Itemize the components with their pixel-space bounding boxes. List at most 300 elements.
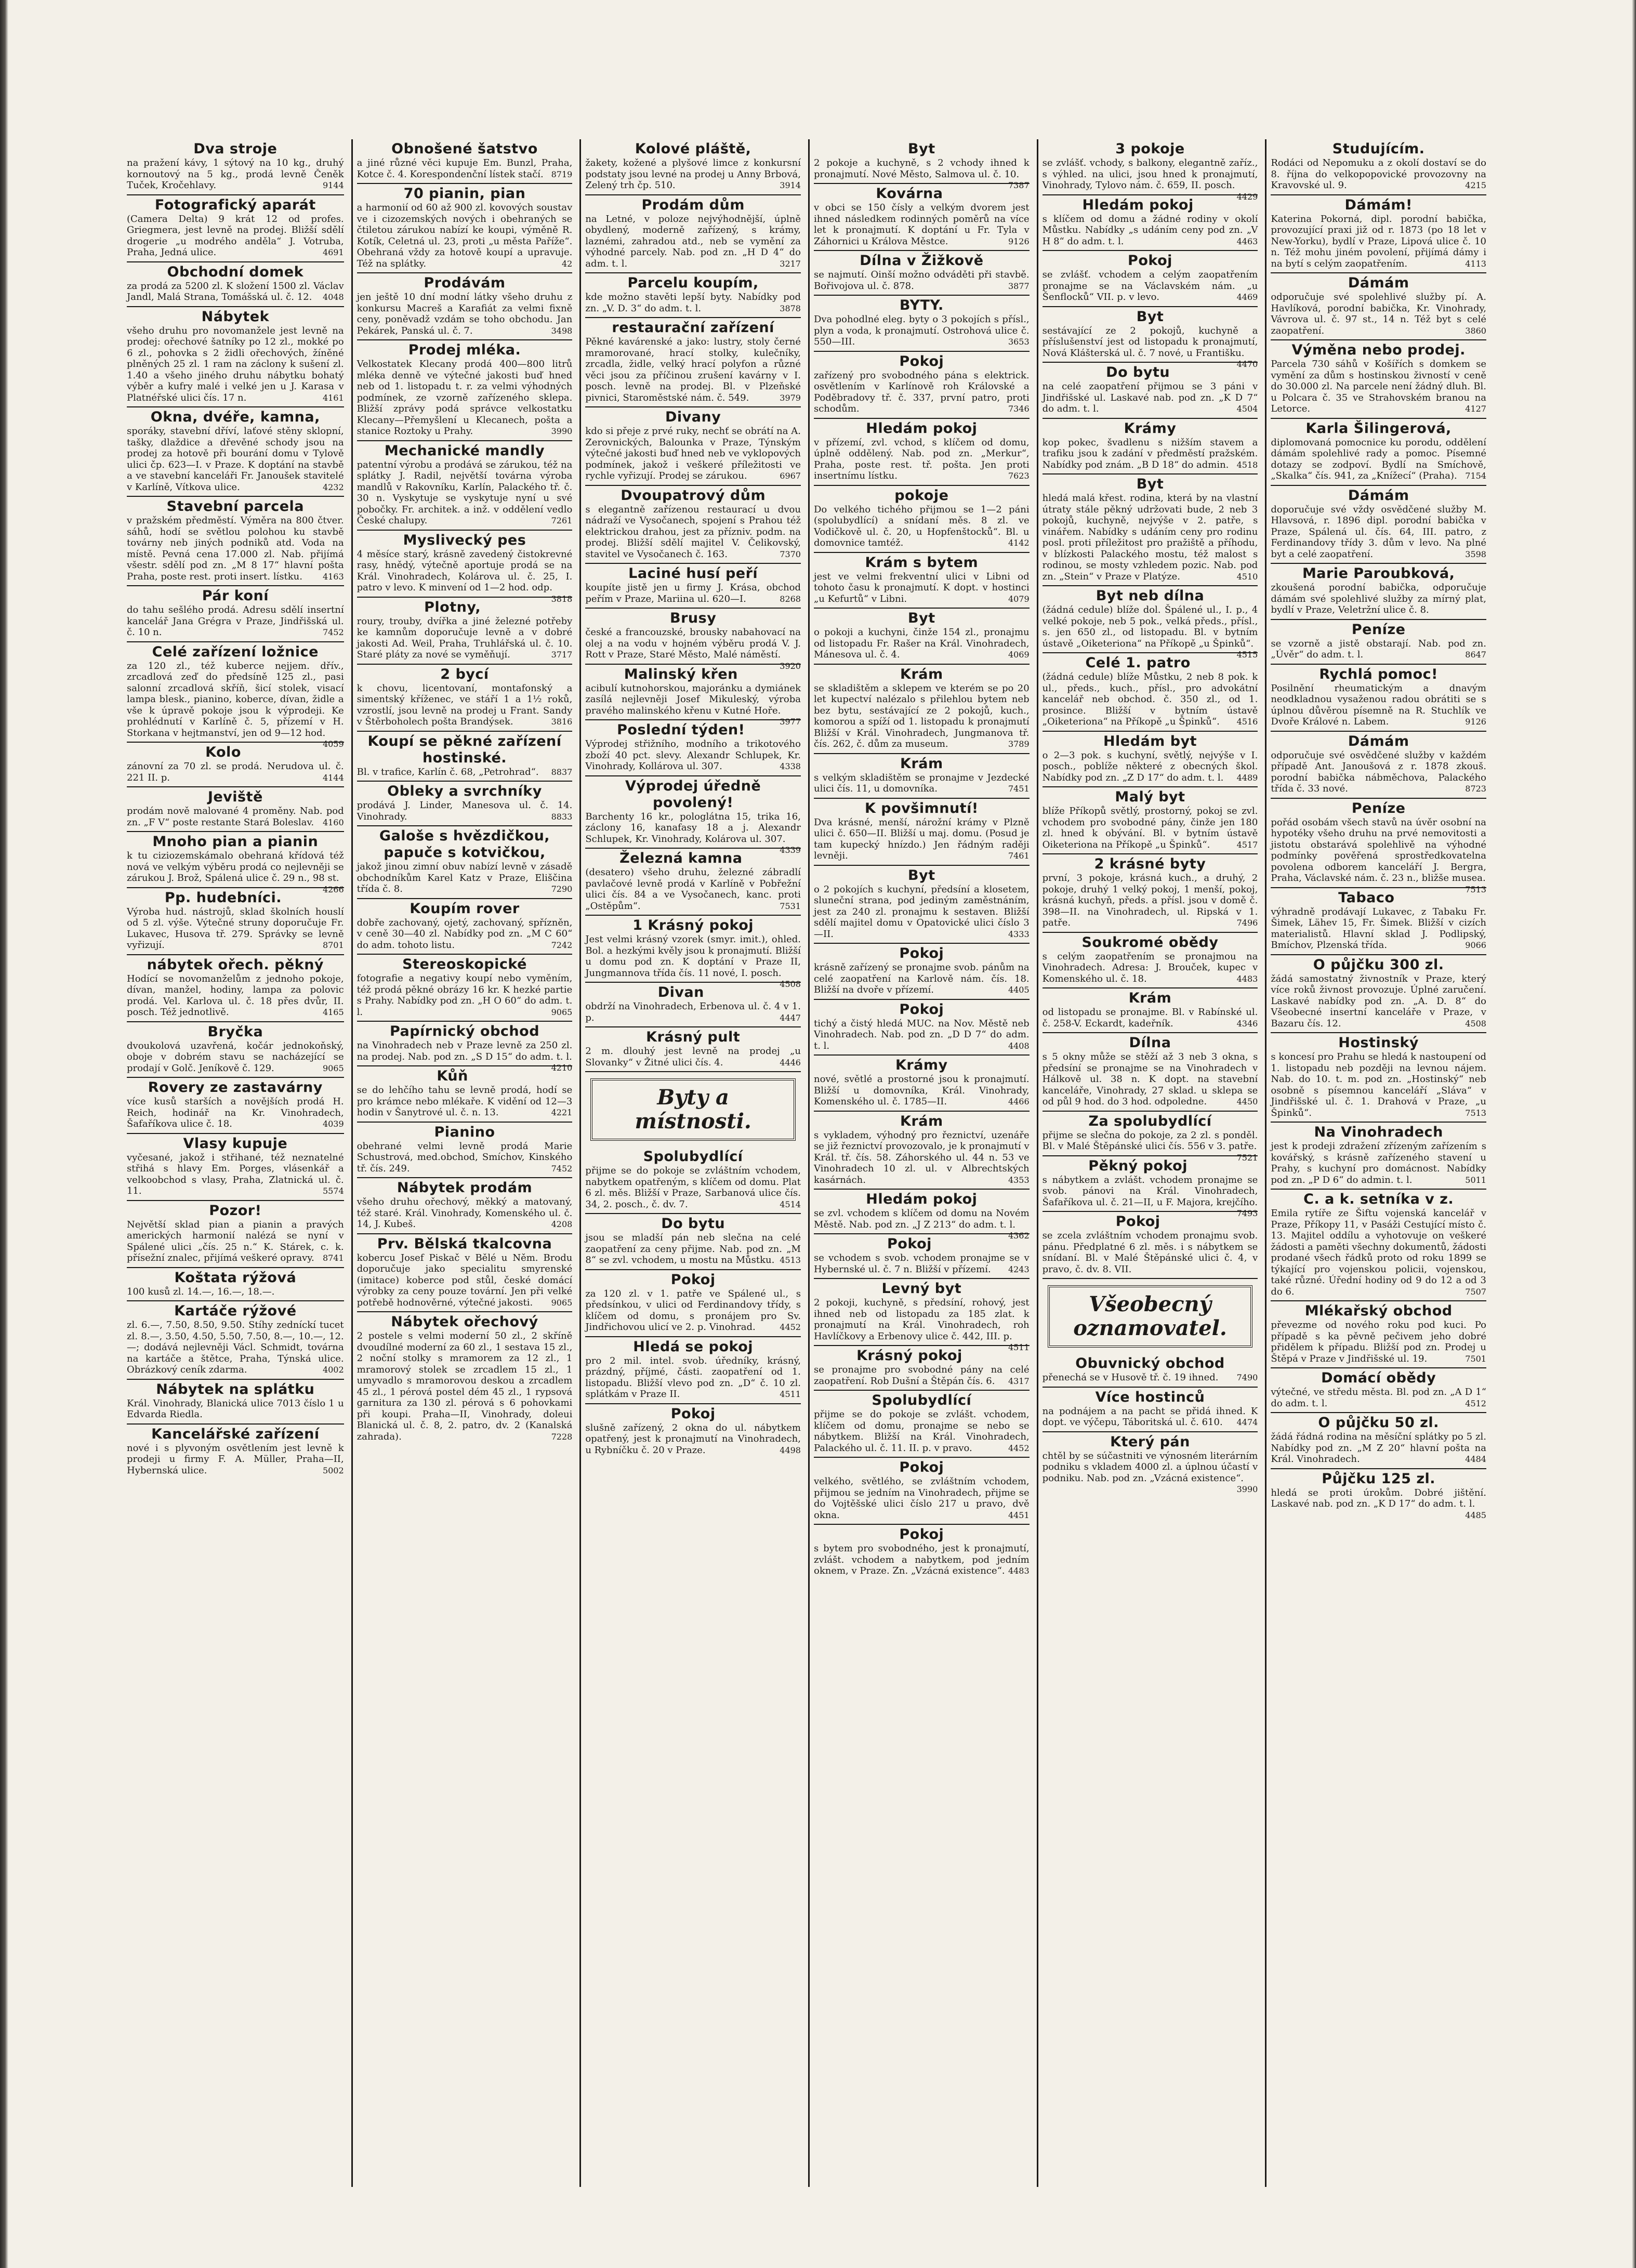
ad-text (127, 973, 344, 1018)
classified-ad (585, 1337, 801, 1404)
ad-number: 7242 (551, 940, 573, 950)
ad-text (814, 1252, 1030, 1275)
ad-number: 4485 (1465, 1510, 1486, 1520)
ad-text (357, 292, 573, 336)
ad-heading: Brusy (670, 610, 717, 626)
classified-ad (1271, 1301, 1486, 1368)
ad-text (357, 767, 573, 778)
ad-number: 4451 (1008, 1510, 1030, 1520)
ad-heading: Mlékařský obchod (1304, 1303, 1453, 1319)
classified-ad (357, 1066, 573, 1123)
ad-body-text: výhradně prodávají Lukavec, z Tabaku Fr. Šimek, Lähev 15, Fr. Šimek. Bližší v cizích materialistů. Hlavní sklad J. Podlipský, Bmíchov, Plzenská třída. (1271, 906, 1486, 951)
classified-ad (357, 899, 573, 955)
ad-text (1271, 359, 1486, 415)
ad-text (357, 1040, 573, 1073)
classified-ad (585, 318, 801, 407)
ad-heading: Laciné husí peří (628, 565, 758, 582)
classified-ad (1271, 888, 1486, 955)
ad-heading: Obchodní domek (167, 263, 304, 280)
ad-number: 4346 (1236, 1018, 1258, 1028)
classified-ad (585, 139, 801, 195)
ad-text (1043, 437, 1258, 471)
ad-text (813, 1297, 1030, 1352)
ad-heading: Divan (657, 984, 704, 1000)
classified-ad (357, 531, 573, 604)
ad-text (1043, 806, 1258, 850)
ad-text (127, 1219, 344, 1264)
ad-body-text: s bytem pro svobodného, jest k pronajmutí, zvlášt. vchodem a nabytkem, pod jedním oknem, v Praze. Zn. „Vzácná existence“. (813, 1543, 1030, 1576)
ad-number: 7452 (322, 627, 344, 637)
ad-heading: Nábytek prodám (397, 1180, 533, 1196)
classified-ad (127, 307, 344, 408)
ad-body-text: s vykladem, výhodný pro řeznictví, uzenáře se již řeznictví provozovalo, je k pronajmutí v Král. tř. čís. 58. Záhorského ul. 44 n. 53 ve Vinohradech 10 zl. ul. v Albrechtských kasárnách. (813, 1129, 1030, 1185)
ad-body-text: velkého, světlého, se zvláštním vchodem, přijmou se jedním na Vinohradech, přijme se do Vojtěšské ulici číslo 217 u pravo, dvě okna. (813, 1476, 1030, 1521)
ad-number: 4002 (322, 1365, 344, 1375)
ad-number: 4474 (1236, 1417, 1258, 1427)
ad-heading: Nábytek ořechový (391, 1314, 538, 1330)
ad-number: 4463 (1236, 236, 1258, 246)
ad-body-text: blíže Příkopů světlý, prostorný, pokoj se zvl. vchodem pro svobodné pány, činže jen 180 zl. hned k obývání. Bl. v bytním ústavě Oiketeriona na Příkopě „u Špinků“. (1042, 806, 1258, 850)
classified-ad (357, 340, 573, 441)
ad-text (127, 426, 344, 493)
ad-heading: Dílna v Žižkově (860, 253, 984, 269)
classified-ad (127, 1134, 344, 1201)
ad-heading: Pokoj (899, 1001, 944, 1018)
ad-heading: Myslivecký pes (403, 532, 526, 548)
classified-ad (1043, 1212, 1258, 1279)
ad-number: 4452 (780, 1322, 801, 1332)
ad-heading: Malinský křen (624, 666, 738, 682)
ad-number: 7370 (780, 549, 801, 559)
ad-number: 4511 (1008, 1342, 1030, 1352)
classified-ad (1042, 1156, 1258, 1218)
ad-body-text: nové, světlé a prostorné jsou k pronajmutí. Bližší u domovníka, Král. Vinohrady, Komenského ul. č. 1785—II. (813, 1074, 1030, 1107)
ad-text (1271, 1387, 1486, 1409)
classified-ad (814, 866, 1030, 944)
ad-heading: Pokoj (1115, 1214, 1160, 1230)
classified-ad (127, 832, 344, 894)
ad-number: 4447 (780, 1012, 801, 1023)
classified-ad (1043, 732, 1258, 788)
ad-text (814, 202, 1030, 247)
ad-number: 3914 (780, 180, 801, 190)
ad-heading: Krám (900, 666, 943, 682)
ad-heading: Dvoupatrový dům (621, 487, 766, 504)
ad-number: 8647 (1465, 650, 1486, 660)
ad-body-text: prodám nově malované 4 proměny. Nab. pod zn. „F V“ poste restante Stará Boleslav. (127, 806, 344, 828)
ad-heading: Peníze (1351, 800, 1406, 816)
classified-ad (127, 1301, 344, 1380)
ad-body-text: za 120 zl., též kuberce nejjem. dřív., zrcadlová zeď do předsíně 125 zl., pasi salonní zrcadlová skříň, šicí stolek, visací lampa blesk., pianino, koberce, dívan, židle a vše k úpravě pokoje jsou k výprodeji. Ke prohlédnutí v Karlíně č. 5, přízemí v H. Storkana v hejtmanství, jen od 9—12 hod. (127, 660, 344, 739)
classified-ad (127, 787, 344, 832)
ad-number: 3816 (551, 717, 573, 727)
classified-ad (1043, 988, 1258, 1033)
ad-text (1042, 325, 1258, 369)
classified-ad (127, 743, 344, 787)
ad-body-text: o pokoji a kuchyni, činže 154 zl., pronajmu od listopadu Fr. Rašer na Král. Vinohradech, Mánesova ul. č. 4. (813, 627, 1030, 660)
classified-ad (585, 1270, 801, 1337)
ad-heading: Krásný pokoj (856, 1348, 962, 1364)
ad-heading: Obnošené šatstvo (391, 141, 538, 157)
ad-body-text: na Letné, v poloze nejvýhodnější, úplně obydlený, moderně zařízený, s krámy, laznémi, zahradou atd., neb se vymění za výhodné parcely. Nab. pod zn. „H D 4“ do adm. t. l. (585, 213, 801, 269)
ad-body-text: 2 pokoje a kuchyně, s 2 vchody ihned k pronajmutí. Nové Město, Salmova ul. č. 10. (813, 157, 1030, 180)
ad-text (814, 1018, 1030, 1052)
ad-number: 3990 (551, 426, 573, 436)
ad-text (814, 884, 1030, 940)
ad-text (1043, 493, 1258, 582)
classified-ad (1271, 139, 1486, 195)
ad-body-text: Emila rytíře ze Šiftu vojenská kancelář v Praze, Příkopy 11, v Pasáži Cestující místo č. 13. Majitel oddílu a vyhotovuje on veškeré žádosti a paměti všechny dokumentů, žádosti prodané všech řádků proto od roku 1899 se týkající pro vojenskou policii, vojenskou, také různé. Úřední hodiny od 9 do 12 a od 3 do 6. (1271, 1208, 1486, 1297)
ad-heading: Okna, dvéře, kamna, (150, 409, 320, 425)
ad-number: 4516 (1236, 717, 1258, 727)
ad-heading: Divany (665, 409, 721, 425)
classified-ad (814, 553, 1030, 609)
classified-ad (1043, 933, 1258, 989)
ad-body-text: Bl. v trafice, Karlín č. 68, „Petrohrad“. (357, 766, 539, 777)
classified-ad (127, 642, 344, 749)
ad-number: 7346 (1008, 404, 1030, 414)
ad-heading: Pokoj (899, 1526, 944, 1542)
ad-number: 4508 (1465, 1018, 1486, 1028)
classified-ad (585, 1214, 801, 1270)
ad-number: 3977 (780, 717, 801, 727)
classified-ad (585, 564, 801, 609)
ad-number: 4163 (322, 571, 344, 582)
ad-number: 4518 (1236, 459, 1258, 470)
classified-ad (1271, 799, 1486, 894)
ad-body-text: jest ve velmi frekventní ulici v Libni od tohoto času k pronajmutí. K dopt. v hostinci „u Kefurtů“ v Libni. (813, 571, 1030, 604)
ad-heading: 2 bycí (440, 666, 489, 682)
ad-text (357, 1196, 573, 1230)
ad-body-text: o 2—3 pok. s kuchyní, světlý, nejvýše v I. posch., poblíže některé z obecných škol. Nabídky pod zn. „Z D 17“ do adm. t. l. (1042, 749, 1258, 783)
ad-column-3 (579, 139, 804, 2187)
classified-ad (357, 1234, 573, 1313)
ad-body-text: odporučuje své spolehlivé služby pí. A. Havlíková, porodní babička, Kr. Vinohrady, Vávrova ul. č. 97 st., 14 n. Též byt s celé zaopatření. (1271, 292, 1486, 336)
ad-body-text: o 2 pokojích s kuchyní, předsíní a klosetem, sluneční strana, pod jediným zaměstnáním, jest za 240 zl. pronajmu k sestaven. Bližší sdělí majitel domu v Opatovické ulici číslo 3—II. (813, 884, 1030, 940)
ad-number: 3878 (780, 303, 801, 313)
ad-number: 4450 (1236, 1097, 1258, 1106)
classified-ad (1042, 1432, 1258, 1494)
ad-text (127, 281, 344, 303)
ad-number: 7451 (1008, 784, 1030, 794)
ad-heading: Spolubydlící (643, 1149, 743, 1165)
ad-column-2 (351, 139, 576, 2187)
ad-body-text: patentní výrobu a prodává se zárukou, též na splátky J. Radil, největší továrna výroba mandlů v Rakovníku, Karlín, Palackého tř. č. 30 n. Vyskytuje se vyskytuje nyní u své pobočky. Fr. architek. a inž. v oddělení vedlo České chalupy. (357, 459, 573, 526)
ad-number: 3217 (780, 258, 801, 269)
ad-heading: K povšimnutí! (864, 800, 979, 816)
ad-text (357, 800, 573, 822)
ad-body-text: se zvlášť. vchodem a celým zaopatřením pronajme se na Václavském nám. „u Šenflocků“ VII. p. v levo. (1042, 269, 1258, 302)
ad-text (814, 437, 1030, 482)
ad-text (585, 811, 801, 855)
ad-text (1043, 269, 1258, 303)
ad-number: 9065 (322, 1063, 344, 1073)
classified-ad (127, 1380, 344, 1425)
ad-text (1271, 1051, 1486, 1118)
ad-number: 4215 (1465, 180, 1486, 190)
classified-ad (585, 776, 801, 855)
ad-number: 3653 (1008, 337, 1030, 347)
ad-body-text: v obci se 150 čísly a velkým dvorem jest ihned následkem rodinných poměrů na více let k pronajmutí. K doptání u Fr. Tyla v Záhornici u Králova Městce. (813, 202, 1030, 247)
ad-number: 42 (561, 258, 573, 269)
classified-ad (1271, 1368, 1486, 1413)
ad-text (127, 1398, 344, 1420)
classified-ad (813, 139, 1030, 190)
ad-body-text: výtečné, ve středu města. Bl. pod zn. „A D 1“ do adm. t. l. (1271, 1387, 1486, 1409)
ad-text (357, 459, 573, 526)
classified-ad (1271, 419, 1486, 486)
ad-text (1043, 1051, 1258, 1107)
ad-heading: 1 Krásný pokoj (632, 917, 754, 933)
ad-number: 7531 (780, 901, 801, 911)
ad-body-text: Největší sklad pian a pianin a pravých amerických harmonií nalézá se nyní v Spálené ulici „čís. 25 n.“ K. Stárek, c. k. přísežní znalec, přijímá veškeré opravy. (127, 1219, 344, 1263)
ad-heading: Byt neb dílna (1096, 588, 1205, 604)
ad-text (1271, 1208, 1486, 1297)
ad-column-1 (123, 139, 347, 2187)
ad-heading: Pp. hudebníci. (164, 889, 282, 906)
ad-text (814, 772, 1030, 795)
classified-ad (357, 955, 573, 1022)
ad-body-text: fotografie a negativy koupí nebo vyměním, též prodá pěkné obrázy 16 kr. K hezké partie s Prahy. Nabídky pod zn. „H O 60“ do adm. t. l. (357, 973, 573, 1018)
ad-body-text: zkoušená porodní babička, odporučuje dámám své spolehlivé služby za mírný plat, bydlí v Praze, Veletržní ulice č. 8. (1271, 582, 1486, 615)
ad-number: 4338 (780, 761, 801, 771)
ad-text (585, 582, 801, 604)
ad-text (1042, 157, 1258, 202)
ad-heading: 70 pianin, pian (403, 186, 526, 202)
ad-text (127, 515, 344, 582)
ad-body-text: na pražení kávy, 1 sýtový na 10 kg., druhý kornoutový na 5 kg., prodá levně Čeněk Tuček, Kročehlavy. (127, 157, 344, 191)
ad-body-text: s elegantně zařízenou restaurací u dvou nádraží ve Vysočanech, spojení s Prahou též elektrickou drahou, jest za přízniv. podm. na prodej. Bližší sdělí majitel V. Čelikovský, stavitel ve Vysočanech č. 163. (585, 504, 801, 560)
ad-text (1043, 1007, 1258, 1029)
classified-ad (127, 1425, 344, 1480)
classified-ad (357, 1178, 573, 1234)
ad-body-text: s nábytkem a zvlášt. vchodem pronajme se svob. pánovi na Král. Vinohradech, Šafaříkova ul. č. 21—II, u F. Majora, krejčího. (1042, 1174, 1258, 1208)
ad-column-6 (1265, 139, 1489, 2187)
ad-heading: Koupím rover (410, 900, 520, 917)
classified-ad (585, 273, 801, 318)
ad-heading: Byt (1136, 308, 1164, 325)
ad-text (1042, 1129, 1258, 1163)
ad-heading: Celé 1. patro (1085, 655, 1191, 671)
ad-number: 5574 (322, 1186, 344, 1196)
ad-number: 3860 (1465, 325, 1486, 336)
ad-body-text: přijme se slečna do pokoje, za 2 zl. s ponděl. Bl. v Malé Štěpánské ulici čís. 556 v 3. patře. (1042, 1129, 1258, 1152)
ad-text (814, 314, 1030, 348)
ad-text (1271, 292, 1486, 336)
classified-ad (1271, 486, 1486, 564)
ad-text (127, 1040, 344, 1074)
classified-ad (814, 609, 1030, 665)
ad-heading: Koštata rýžová (174, 1269, 297, 1286)
ad-body-text: se zvlášť. vchody, s balkony, elegantně zaříz., s výhled. na ulici, jsou hned k pronajmutí, Vinohrady, Tylovo nám. č. 659, II. posch. (1042, 157, 1258, 191)
classified-ad (1271, 564, 1486, 620)
ad-body-text: se vchodem s svob. vchodem pronajme se v Hybernské ul. č. 7 n. Bližší v přízemí. (813, 1252, 1030, 1275)
ad-body-text: (Camera Delta) 9 krát 12 od profes. Griegmera, jest levně na prodej. Bližší sdělí drogerie „u modrého anděla“ J. Votruba, Praha, Jedná ulice. (127, 213, 344, 258)
ad-heading: Peníze (1351, 621, 1406, 638)
ad-number: 4469 (1236, 292, 1258, 302)
ad-text (1271, 1320, 1486, 1364)
ad-text (585, 1232, 801, 1266)
classified-ad (814, 296, 1030, 352)
ad-body-text: vyčesané, jakož i střihané, též neznatelné střihá s hlavy Em. Porges, vlásenkář a velkoobchod s vlasy, Praha, Zlatnická ul. č. 11. (127, 1152, 344, 1196)
ad-text (1271, 214, 1486, 270)
ad-number: 7513 (1465, 1107, 1486, 1118)
ad-number: 9126 (1008, 236, 1030, 246)
ad-number: 4483 (1236, 973, 1258, 984)
classified-ad (1271, 1190, 1486, 1301)
ad-number: 4508 (780, 979, 801, 989)
ad-text (585, 1422, 801, 1456)
classified-ad (357, 139, 573, 184)
classified-ad (1043, 251, 1258, 307)
ad-number: 4333 (1008, 929, 1030, 939)
ad-heading: Malý byt (1115, 789, 1185, 805)
ad-number: 4353 (1008, 1175, 1030, 1185)
ad-heading: Krásný pult (646, 1029, 741, 1045)
classified-ad (1043, 419, 1258, 475)
classified-ad (1043, 854, 1258, 933)
ad-body-text: pro 2 mil. intel. svob. úředníky, krásný, prázdný, příjmé, části. zaopatření od 1. listopadu. Bližší vlevo pod zn. „D“ č. 10 zl. splátkám v Praze II. (585, 1355, 801, 1400)
ad-body-text: všeho druhu ořechový, měkký a matovaný, též staré. Král. Vinohrady, Komenského ul. č. 14, J. Kubeš. (357, 1196, 573, 1230)
ad-text (1271, 437, 1486, 482)
ad-number: 7507 (1465, 1286, 1486, 1297)
scan-edge-left (0, 0, 8, 2268)
ad-body-text: krásně zařízený se pronajme svob. pánům na celé zaopatření na Karlově nám. čís. 18. Bližší na dvoře v přízemí. (813, 962, 1030, 995)
ad-text (1271, 750, 1486, 795)
ad-heading: Karla Šilingerová, (1305, 420, 1452, 437)
classified-ad (814, 1112, 1030, 1190)
ad-body-text: v přízemí, zvl. vchod, s klíčem od domu, úplně oddělený. Nab. pod zn. „Merkur“, Praha, poste rest. tř. pošta. Jen proti insertnímu lístku. (813, 437, 1030, 481)
classified-ad (585, 849, 801, 916)
classified-ad (814, 251, 1030, 296)
ad-body-text: se najmutí. Oinší možno odváděti při stavbě. Bořivojova ul. č. 878. (813, 269, 1030, 292)
ad-heading: Dílna (1129, 1035, 1171, 1051)
classified-ad (814, 1234, 1030, 1279)
ad-heading: Stavební parcela (166, 498, 304, 515)
ad-body-text: s celým zaopatřením se pronajmou na Vinohradech. Adresa: J. Brouček, kupec v Komenského ul. č. 18. (1042, 951, 1258, 984)
ad-text (1271, 683, 1486, 728)
ad-heading: Rychlá pomoc! (1319, 666, 1438, 682)
ad-text (1271, 973, 1486, 1030)
ad-heading: Krámy (1124, 420, 1177, 437)
ad-number: 3920 (780, 661, 801, 671)
classified-ad (357, 1312, 573, 1445)
classified-ad (813, 1190, 1030, 1241)
ad-number: 4165 (322, 1007, 344, 1017)
ad-text (357, 202, 573, 269)
ad-heading: Dámám! (1344, 196, 1413, 213)
ad-body-text: přijme se do pokoje se zvláštním vchodem, nabytkem opatřeným, s klíčem od domu. Plat 6 zl. měs. Bližší v Praze, Sarbanová ulice čís. 34, 2. posch., č. dv. 7. (585, 1165, 801, 1210)
ad-text (1271, 504, 1486, 560)
ad-body-text: na celé zaopatření přijmou se 3 páni v Jindřišské ul. Laskavé nab. pod zn. „K D 7“ do adm. t. l. (1042, 381, 1258, 414)
ad-body-text: žakety, kožené a plyšové limce z konkursní podstaty jsou levné na prodej u Anny Brbová, Zelený trh čp. 510. (585, 157, 801, 191)
ad-text (814, 1364, 1030, 1387)
ad-heading: Pianino (434, 1124, 495, 1140)
classified-ad (357, 441, 573, 531)
ad-body-text: žádá řádná rodina na měsíční splátky po 5 zl. Nabídky pod zn. „M Z 20“ hlavní pošta na Král. Vinohradech. (1271, 1431, 1486, 1465)
ad-heading: O půjčku 50 zl. (1318, 1415, 1439, 1431)
ad-number: 9065 (551, 1007, 573, 1017)
ad-body-text: od listopadu se pronajme. Bl. v Rabínské ul. č. 258-V. Eckardt, kadeřník. (1042, 1007, 1258, 1029)
ad-number: 9144 (322, 180, 344, 190)
ad-body-text: acibulí kutnohorskou, majoránku a dymiánek zasílá nejlevněji Josef Mikuleský, výroba pravého malinského křenu v Kutné Hoře. (585, 682, 801, 716)
ad-text (585, 739, 801, 772)
ad-heading: Prodávám (424, 275, 506, 291)
ad-heading: Byt (908, 141, 935, 157)
ad-text (357, 683, 573, 728)
ad-heading: C. a k. setníka v z. (1303, 1191, 1454, 1207)
ad-number: 4079 (1008, 594, 1030, 604)
classified-ad (585, 665, 801, 727)
classified-ad (357, 665, 573, 732)
ad-text (127, 214, 344, 258)
classified-ad (1271, 665, 1486, 732)
classified-ad (1271, 273, 1486, 340)
ad-text (585, 336, 801, 403)
ad-body-text: (žádná cedule) blíže dol. Špálené ul., I. p., 4 velké pokoje, neb 5 pok., velká předs., přísl., s. jen 650 zl., od listopadu. Bl. v bytním ústavě „Oiketeriona“ na Příkopě „u Špinků“. (1042, 604, 1258, 649)
classified-ad (1271, 1413, 1486, 1469)
ad-text (1271, 1487, 1486, 1520)
ad-body-text: kdo si přeje z prvé ruky, nechť se obrátí na A. Zerovnických, Balounka v Praze, Týnským výtečné jakosti buď hned neb ve vyklopových podmínek, jakož i veškeré příležitosti ve rychle vyřizují. Prodej se zárukou. (585, 426, 801, 481)
ad-heading: Vlasy kupuje (183, 1135, 288, 1152)
ad-text (1042, 604, 1258, 660)
ad-body-text: Dva krásné, menší, nárožní krámy v Plzně ulici č. 650—II. Bližší u maj. domu. (Posud je tam kupecký hnízdo.) Jen řádným raději levněji. (813, 816, 1030, 861)
classified-ad (1271, 1469, 1486, 1520)
ad-text (585, 1355, 801, 1400)
ad-heading: Prodám dům (641, 196, 745, 213)
ad-text (357, 616, 573, 661)
classified-ad (1042, 139, 1258, 202)
ad-body-text: všeho druhu pro novomanžele jest levně na prodej: ořechové šatníky po 12 zl., mokké po 6 zl., pohovka s 2 židli ořechových, žíněné plněných 25 zl. 1 ram na záclony k sušení zl. 1.40 a všeho jiného druhu nábytku bohatý výběr a kufry malé i velké jen u J. Karasa v Platnéřské ulici čís. 17 n. (127, 325, 344, 403)
ad-heading: Kolo (205, 744, 241, 760)
ad-body-text: Výroba hud. nástrojů, sklad školních houslí od 5 zl. výše. Výtečné struny doporučuje Fr. Lukavec, Husova tř. 279. Správky se levně vyřizují. (127, 906, 344, 951)
ad-heading: nábytek ořech. pěkný (147, 956, 324, 973)
classified-ad (1271, 955, 1486, 1034)
ad-heading: Byt (1136, 476, 1164, 492)
classified-ad (127, 1201, 344, 1268)
ad-text (814, 817, 1030, 862)
ad-number: 4408 (1008, 1040, 1030, 1051)
ad-body-text: žádá samostatný živnostník v Praze, který více roků živnost provozuje. Úplné zaručení. Laskavé nabídky pod zn. „A. D. 8“ do Všeobecné insertní kanceláře v Praze, v Bazaru čís. 12. (1271, 973, 1486, 1029)
ad-body-text: a harmonií od 60 až 900 zl. kovových soustav ve i cizozemských nových i obehraných se čtiletou zárukou nabízí ke koupi, výměně R. Kotík, Celetná ul. 23, proti „u města Paříže“. Obehraná vždy za hotově koupí a upravuje. Též na splátky. (357, 202, 573, 269)
ad-number: 4498 (780, 1445, 801, 1455)
ad-number: 4221 (551, 1107, 573, 1117)
ad-number: 4429 (1236, 191, 1258, 202)
ad-number: 8723 (1465, 784, 1486, 794)
ad-heading: Marie Paroubková, (1302, 565, 1455, 582)
classified-ad (814, 352, 1030, 419)
ad-text (814, 504, 1030, 549)
ad-number: 3979 (780, 392, 801, 403)
ad-text (1043, 214, 1258, 247)
ad-body-text: Rodáci od Nepomuku a z okolí dostaví se do 8. října do velkopopovické provozovny na Kravovské ul. 9. (1271, 157, 1486, 191)
ad-text (127, 660, 344, 749)
ad-number: 9065 (551, 1297, 573, 1308)
classified-ad (1043, 363, 1258, 419)
ad-body-text: v pražském předměstí. Výměra na 800 čtver. sáhů, hodí se světlou polohou ku stavbě továrny neb jiných podniků atd. Voda na místě. Pevná cena 17.000 zl. Nab. přijímá všestr. sdělí pod zn. „M 8 17“ hlavní pošta Praha, poste rest. proti insert. lístku. (127, 515, 344, 582)
ad-heading: Nábytek na splátku (156, 1381, 315, 1397)
ad-body-text: se zvl. vchodem s klíčem od domu na Novém Městě. Nab. pod zn. „J Z 213“ do adm. t. l. (813, 1208, 1030, 1230)
ad-text (585, 1001, 801, 1023)
ad-number: 5002 (322, 1465, 344, 1475)
ad-heading: Za spolubydlící (1088, 1113, 1212, 1129)
ad-body-text: zánovní za 70 zl. se prodá. Nerudova ul. č. 221 II. p. (127, 761, 344, 783)
ad-heading: Kartáče rýžové (174, 1303, 297, 1319)
ad-number: 7154 (1465, 471, 1486, 481)
classified-ad (814, 184, 1030, 251)
ad-heading: Hostinský (1338, 1035, 1419, 1051)
classified-ad (127, 497, 344, 586)
